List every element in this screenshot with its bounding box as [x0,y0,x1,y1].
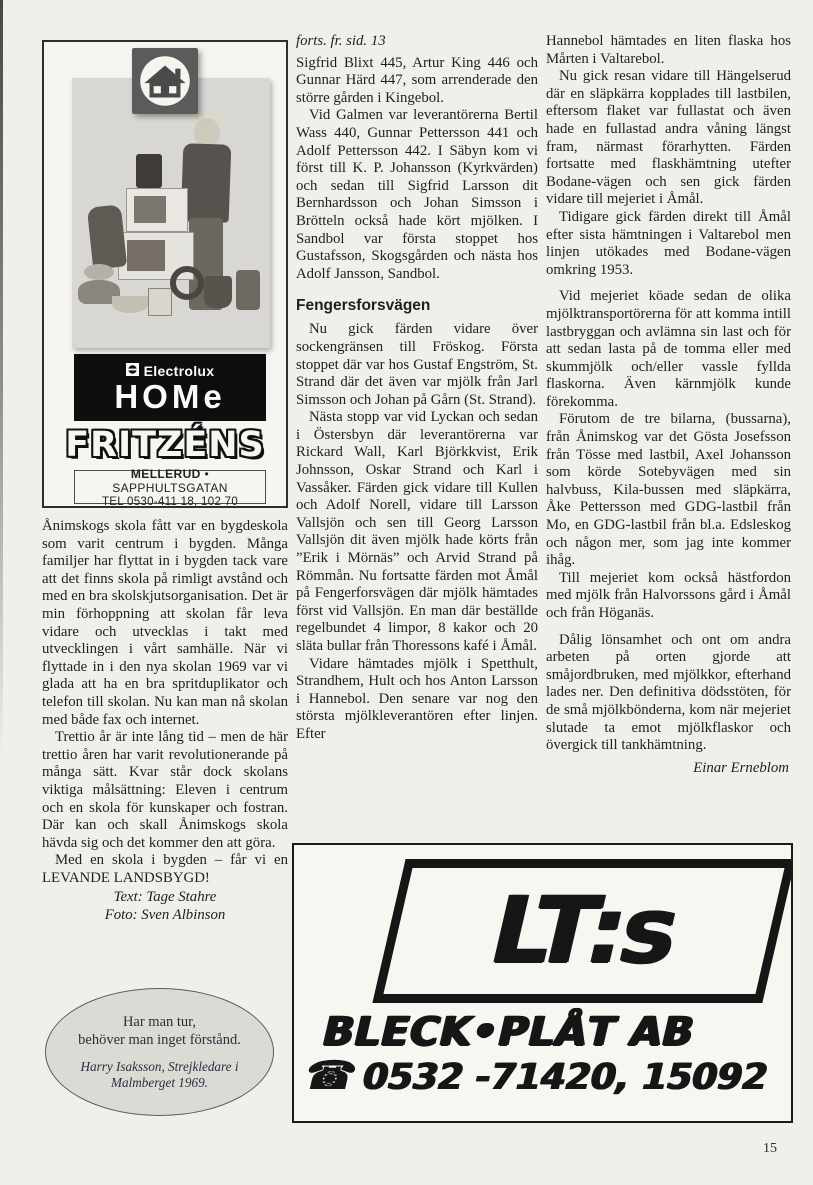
quote-oval [45,988,274,1116]
author-byline: Einar Erneblom [693,759,789,776]
fritzens-electrolux-ad [42,40,288,508]
photo-fan-ring [170,266,204,300]
quote-attribution: Malmberget 1969. [111,1075,208,1090]
paragraph: Till mejeriet kom också hästfordon med mjölk från Halvorssons gård i Åmål och från Höganäs. [546,569,791,621]
left-column [42,518,288,925]
bullet-separator: • [204,466,210,481]
photo-coffee-maker [136,154,162,188]
photo-woman-jacket [181,143,232,223]
article-credits [42,889,288,924]
photo-thermos [236,270,260,310]
photo-pot-lid [84,264,114,280]
lts-company-name: BLECK•PLÅT AB [318,1009,700,1055]
paragraph: Dålig lönsamhet och ont om andra arbeten på orten gjorde att småjordbruken, med mjölkkor, efterhand lades ner. Den definitiva dödsstöten, för de små mjölkbönderna, kom när mejeriet slutade ta emot mjölkflaskor och övergick till tankhämtning. [546,631,791,754]
credit-photo-author: Foto: Sven Albinson [104,907,226,924]
fritzens-address-line: MELLERUD • SAPPHULTSGATAN [112,466,228,495]
lts-bleck-plat-ad [292,843,793,1123]
paragraph: Ånimskogs skola fått var en bygdeskola som varit centrum i bygden. Många familjer har flyttat in i bygden tack vare att det finns skola på rimligt avstånd och med en bra skolskjutsorganisation. Det är min förhoppning att skolan får leva vidare och utvecklas i takt med utvecklingen i vårt samhälle. När vi flyttade in i den nya skolan 1969 var vi glada att ha en bra spritduplikator och telefon till skolan. Nu kan man nå skolan med både fax och internet. [42,518,288,728]
lts-logo-text: LT:s [481,877,687,984]
photo-kettle [204,276,232,308]
lts-phone-row [300,1053,773,1099]
photo-vacuum-cleaner [87,204,127,269]
fritzens-address-box [74,466,266,508]
right-column [546,33,791,777]
continuation-note: forts. fr. sid. 13 [296,33,386,49]
house-icon [132,48,198,119]
quote-line: Har man tur, [122,1013,197,1030]
paragraph: Nu gick färden vidare över sockengränsen till Fröskog. Första stoppet där var hos Gustaf Engström, St. Strand där det även var mjölk från Jarl Simsson och Johan på Gårn (St. Strand). [296,321,538,408]
electrolux-logo-icon [126,363,139,379]
electrolux-logo-block [74,354,266,421]
fritzens-wordmark: FRITZÉNS [65,425,265,465]
scan-edge-artifact [0,0,3,760]
home-wordmark: HOMe [114,377,226,415]
paragraph: Nu gick resan vidare till Hängelserud där en släpkärra kopplades till lastbilen, eftersom flaket var fullastat och även hade en fullastad andra våning längst fram, närmast förarhytten. Färden fortsatte med flaskhämtning utefter Bodane-vägen och sen gick färden vidare till mejeriet i Åmål. [546,68,791,208]
lts-phone-numbers: 0532 -71420, 15092 [358,1057,773,1098]
lts-logo-frame [372,859,793,1003]
photo-cup [148,288,172,316]
paragraph: Tidigare gick färden direkt till Åmål efter sista hämtningen i Valtarebol men linjen utökades med Bodane-vägen omkring 1953. [546,208,791,278]
paragraph: Med en skola i bygden – får vi en LEVANDE LANDSBYGD! [42,852,288,886]
paragraph: Sigfrid Blixt 445, Artur King 446 och Gunnar Härd 447, som arrenderade den större gården i Kingebol. [296,54,538,106]
paragraph: Vid Galmen var leverantörerna Bertil Wass 440, Gunnar Pettersson 441 och Adolf Pettersson 442. I Säbyn kom vi först till K. P. Johansson (Kyrkvärden) och sedan till Sigfrid Larsson dit Bernhardsson och Johan Simsson i Brötteln också hade kört mjölken. I Sandbol var första stoppet hos Gustafsson, Skogsgården och nästa hos Adolf Jansson, Sandbol. [296,107,538,282]
photo-microwave-bottom-door [127,240,165,271]
paragraph: Vid mejeriet köade sedan de olika mjölktransportörerna för att komma intill lastbryggan och avlämna sin last och för att sedan lasta på de tomma eller med skummjölk och/eller vassle fyllda flaskorna. Även kärnmjölk kunde förekomma. [546,288,791,410]
paragraph: Hannebol hämtades en liten flaska hos Mårten i Valtarebol. [546,33,791,67]
paragraph: Förutom de tre bilarna, (bussarna), från Ånimskog var det Gösta Josefsson från Tösse med lastbil, Axel Johansson som körde Sotebyvägen med sin halvbuss, Kila-bussen med släpkärra, Åke Pettersson med GDG-lastbil från Mo, en GDG-lastbil från bl.a. Edsleskog och någon mer, som jag inte kommer ihåg. [546,411,791,569]
middle-column [296,33,538,744]
page-number: 15 [763,1141,777,1156]
section-heading-fengersforsvagen: Fengersforsvägen [296,297,431,315]
electrolux-wordmark: Electrolux [143,362,215,379]
paragraph: Vidare hämtades mjölk i Spetthult, Strandhem, Hult och hos Anton Larsson i Hannebol. Den senare var nog den största mjölkleverantören efter linjen. Efter [296,655,538,742]
photo-microwave-top-door [134,196,166,223]
telephone-icon: ☎ [300,1053,361,1099]
quote-line: behöver man inget förstånd. [78,1031,241,1048]
quote-attribution: Harry Isaksson, Strejkledare i [80,1058,239,1074]
photo-bowl [112,296,148,313]
credit-text-author: Text: Tage Stahre [113,889,217,906]
paragraph: Nästa stopp var vid Lyckan och sedan i Östersbyn där leverantörerna var Rickard Wall, Karl Björkkvist, Erik Johnsson, Oskar Strand och Karl i Vassåker. Färden gick vidare till Kullen och Adolf Norell, vidare till Larsson Vallsjön och sen till Georg Larsson Vallsjön dit även mjölk hade körts från ”Erik i Mörnäs” och Arvid Strand på Römmån. Nu fortsatte färden mot Åmål på Fengerforsvägen där mjölk hämtades först vid Vallsjön. En man där beställde regelbundet 4 limpor, 8 kakor och 20 släta bullar från Thoressons kafé i Åmål. [296,409,538,654]
fritzens-phone-line: TEL 0530-411 18, 102 70 [101,495,239,508]
lts-logo-group [292,859,793,1098]
paragraph: Trettio år är inte lång tid – men de här trettio åren har varit revolutionerande på många sätt. Kvar står dock skolans viktiga målsättning: Eleven i centrum och en skola för kunskaper och fostran. Där kan och skall Ånimskogs skola hävda sig och det kommer den att göra. [42,729,288,851]
